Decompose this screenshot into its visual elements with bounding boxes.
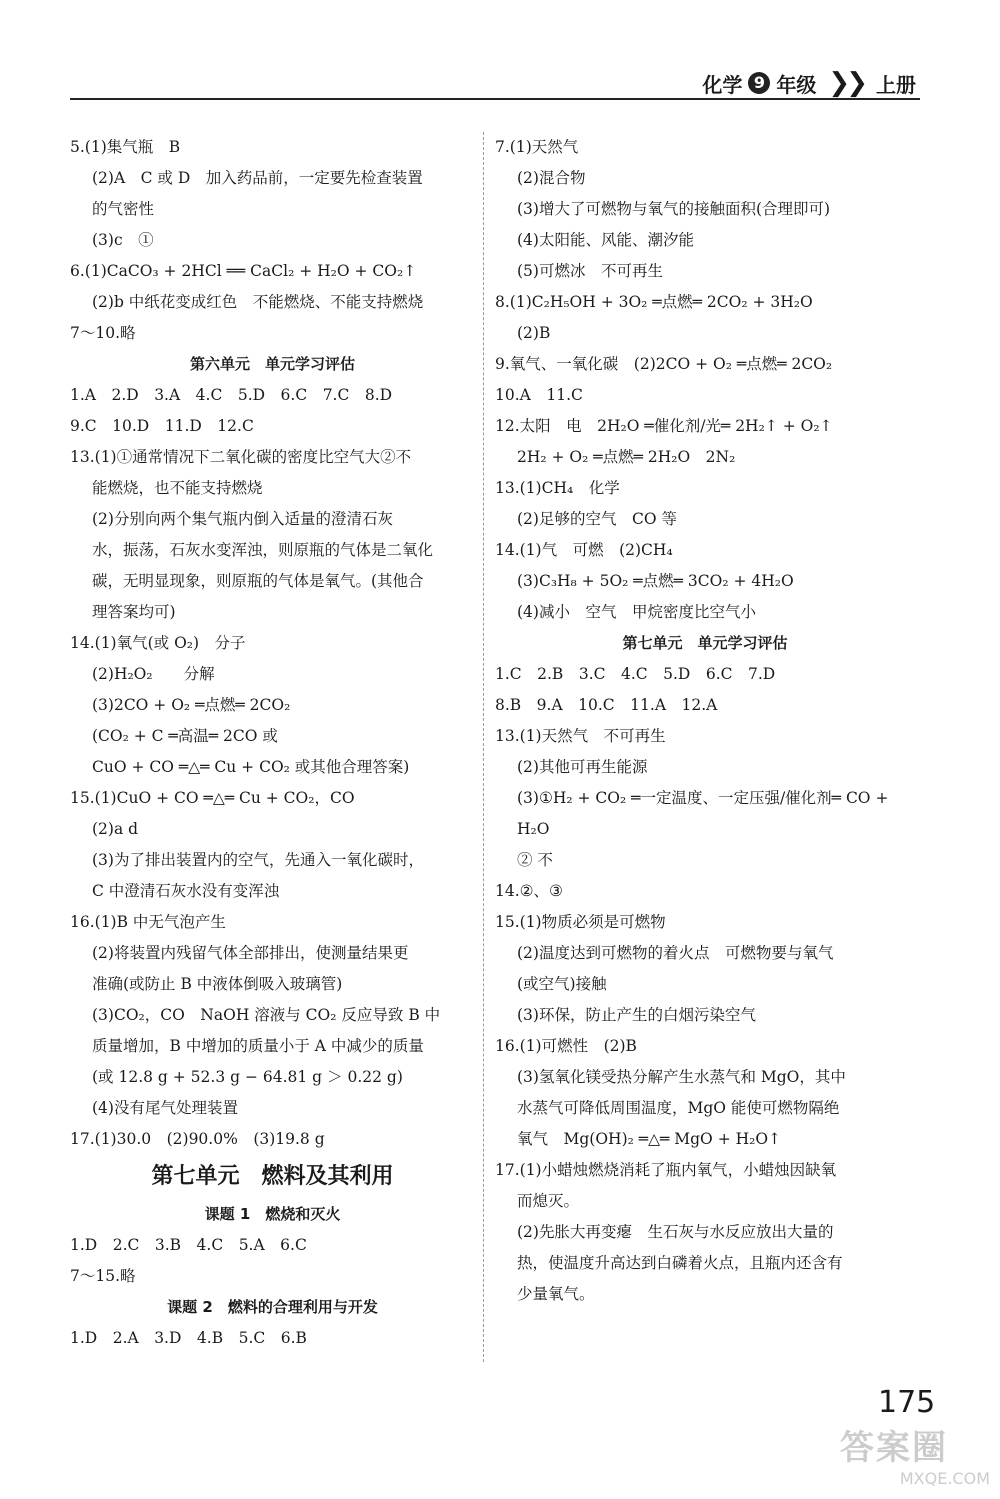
right-column (495, 132, 915, 1310)
answer-line: 13.(1)①通常情况下二氧化碳的密度比空气大②不 (70, 448, 412, 466)
answer-line: (2)B (517, 324, 551, 342)
answer-line: (2)温度达到可燃物的着火点 可燃物要与氧气 (517, 944, 834, 962)
answer-line: 8.B 9.A 10.C 11.A 12.A (495, 696, 718, 714)
watermark-text: 答案圈 (840, 1428, 948, 1468)
answer-line: (2)先胀大再变瘪 生石灰与水反应放出大量的 (517, 1223, 834, 1241)
grade-badge: 9 (748, 72, 770, 94)
answer-line: (3)c ① (92, 231, 154, 249)
answer-line: (4)太阳能、风能、潮汐能 (517, 231, 694, 249)
left-column (70, 132, 475, 1354)
answer-line: 15.(1)CuO + CO ═△═ Cu + CO₂，CO (70, 789, 355, 807)
answer-line: 1.C 2.B 3.C 4.C 5.D 6.C 7.D (495, 665, 776, 683)
double-chevron-icon: ❯❯ (828, 68, 864, 98)
section-heading: 课题 2 燃料的合理利用与开发 (167, 1298, 378, 1316)
answer-line: (3)CO₂，CO NaOH 溶液与 CO₂ 反应导致 B 中 (92, 1006, 441, 1024)
answer-line: 7.(1)天然气 (495, 138, 579, 156)
answer-line: 水蒸气可降低周围温度，MgO 能使可燃物隔绝 (517, 1099, 840, 1117)
answer-line: (3)①H₂ + CO₂ ═一定温度、一定压强/催化剂═ CO + H₂O (517, 789, 894, 838)
answer-line: 10.A 11.C (495, 386, 583, 404)
answer-line: (2)a d (92, 820, 139, 838)
answer-line: (2)A C 或 D 加入药品前，一定要先检查装置 (92, 169, 423, 187)
answer-line: 少量氧气。 (517, 1285, 595, 1303)
answer-line: 的气密性 (92, 200, 155, 218)
answer-line: 1.D 2.C 3.B 4.C 5.A 6.C (70, 1236, 307, 1254)
header-grade-suffix: 年级 (776, 72, 817, 97)
answer-line: CuO + CO ═△═ Cu + CO₂ 或其他合理答案) (92, 758, 410, 776)
answer-line: (或 12.8 g + 52.3 g − 64.81 g ＞ 0.22 g) (92, 1068, 403, 1086)
answer-line: (4)没有尾气处理装置 (92, 1099, 238, 1117)
answer-line: 氧气 Mg(OH)₂ ═△═ MgO + H₂O↑ (517, 1130, 782, 1148)
answer-line: (2)分别向两个集气瓶内倒入适量的澄清石灰 (92, 510, 393, 528)
answer-line: 质量增加，B 中增加的质量小于 A 中减少的质量 (92, 1037, 424, 1055)
answer-line: 13.(1)CH₄ 化学 (495, 479, 620, 497)
section-heading: 第七单元 燃料及其利用 (151, 1164, 394, 1189)
answer-line: (2)将装置内残留气体全部排出，使测量结果更 (92, 944, 409, 962)
answer-line: (3)为了排出装置内的空气，先通入一氧化碳时， (92, 851, 424, 869)
answer-line: (2)其他可再生能源 (517, 758, 648, 776)
answer-line: 14.②、③ (495, 882, 563, 900)
page-header (70, 60, 920, 102)
answer-line: (5)可燃冰 不可再生 (517, 262, 663, 280)
answer-line: 9.C 10.D 11.D 12.C (70, 417, 254, 435)
section-heading: 课题 1 燃烧和灭火 (204, 1205, 341, 1223)
answer-line: 1.A 2.D 3.A 4.C 5.D 6.C 7.C 8.D (70, 386, 393, 404)
header-volume: 上册 (876, 72, 916, 97)
answer-line: 水，振荡，石灰水变浑浊，则原瓶的气体是二氧化 (92, 541, 434, 559)
answer-line: 17.(1)30.0 (2)90.0% (3)19.8 g (70, 1130, 325, 1148)
column-divider (483, 132, 484, 1362)
answer-line: 5.(1)集气瓶 B (70, 138, 181, 156)
watermark (840, 1420, 990, 1490)
answer-line: 能燃烧，也不能支持燃烧 (92, 479, 263, 497)
answer-line: ② 不 (517, 851, 553, 869)
answer-line: 碳，无明显现象，则原瓶的气体是氧气。(其他合 (92, 572, 424, 590)
answer-line: (CO₂ + C ═高温═ 2CO 或 (92, 727, 278, 745)
answer-line: (2)b 中纸花变成红色 不能燃烧、不能支持燃烧 (92, 293, 424, 311)
answer-line: (2)足够的空气 CO 等 (517, 510, 677, 528)
answer-line: 而熄灭。 (517, 1192, 580, 1210)
answer-line: 12.太阳 电 2H₂O ═催化剂/光═ 2H₂↑ + O₂↑ (495, 417, 833, 435)
answer-line: 16.(1)B 中无气泡产生 (70, 913, 226, 931)
section-heading: 第七单元 单元学习评估 (622, 634, 788, 652)
answer-line: 9.氧气、一氧化碳 (2)2CO + O₂ ═点燃═ 2CO₂ (495, 355, 833, 373)
answer-line: 14.(1)氧气(或 O₂) 分子 (70, 634, 246, 652)
answer-line: 准确(或防止 B 中液体倒吸入玻璃管) (92, 975, 343, 993)
header-rule (70, 98, 920, 100)
answer-line: 8.(1)C₂H₅OH + 3O₂ ═点燃═ 2CO₂ + 3H₂O (495, 293, 813, 311)
answer-line: (2)混合物 (517, 169, 586, 187)
answer-line: 2H₂ + O₂ ═点燃═ 2H₂O 2N₂ (517, 448, 736, 466)
answer-line: 1.D 2.A 3.D 4.B 5.C 6.B (70, 1329, 307, 1347)
header-title (702, 68, 916, 98)
answer-line: 6.(1)CaCO₃ + 2HCl ══ CaCl₂ + H₂O + CO₂↑ (70, 262, 417, 280)
answer-line: (3)环保，防止产生的白烟污染空气 (517, 1006, 756, 1024)
answer-line: 15.(1)物质必须是可燃物 (495, 913, 666, 931)
answer-line: 7～10.略 (70, 324, 136, 342)
answer-line: 14.(1)气 可燃 (2)CH₄ (495, 541, 673, 559)
answer-line: C 中澄清石灰水没有变浑浊 (92, 882, 280, 900)
answer-line: (2)H₂O₂ 分解 (92, 665, 215, 683)
page-number: 175 (878, 1385, 936, 1420)
answer-line: 理答案均可) (92, 603, 176, 621)
answer-line: (3)氢氧化镁受热分解产生水蒸气和 MgO，其中 (517, 1068, 846, 1086)
section-heading: 第六单元 单元学习评估 (189, 355, 355, 373)
answer-line: (3)增大了可燃物与氧气的接触面积(合理即可) (517, 200, 831, 218)
answer-line: (3)2CO + O₂ ═点燃═ 2CO₂ (92, 696, 291, 714)
answer-line: 13.(1)天然气 不可再生 (495, 727, 666, 745)
answer-line: (或空气)接触 (517, 975, 607, 993)
answer-line: (3)C₃H₈ + 5O₂ ═点燃═ 3CO₂ + 4H₂O (517, 572, 794, 590)
header-subject: 化学 (702, 72, 743, 97)
answer-line: 16.(1)可燃性 (2)B (495, 1037, 637, 1055)
answer-line: 17.(1)小蜡烛燃烧消耗了瓶内氧气，小蜡烛因缺氧 (495, 1161, 837, 1179)
watermark-url: MXQE.COM (899, 1469, 990, 1488)
answer-line: 热，使温度升高达到白磷着火点，且瓶内还含有 (517, 1254, 843, 1272)
answer-line: 7～15.略 (70, 1267, 136, 1285)
answer-line: (4)减小 空气 甲烷密度比空气小 (517, 603, 756, 621)
